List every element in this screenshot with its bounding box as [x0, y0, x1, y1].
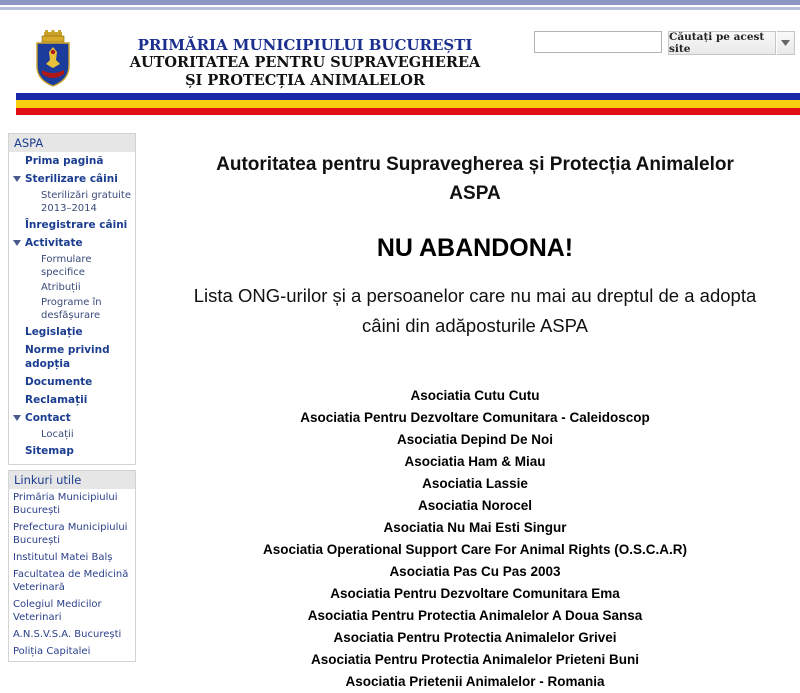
sidebar-item-activitate[interactable]: Activitate [9, 234, 135, 252]
sidebar-item-documente[interactable]: Documente [25, 376, 93, 388]
ngo-item: Asociatia Pentru Dezvoltare Comunitara - Caleidoscop [300, 410, 650, 425]
site-title-line2: AUTORITATEA PENTRU SUPRAVEGHEREA [129, 54, 481, 71]
banner-red-stripe [16, 108, 800, 115]
ngo-item: Asociatia Pentru Dezvoltare Comunitara Ema [330, 586, 620, 601]
ngo-item: Asociatia Nu Mai Esti Singur [383, 520, 567, 535]
sidebar-item-inregistrare[interactable]: Înregistrare câini [25, 219, 128, 231]
page-title: Autoritatea pentru Supravegherea și Protecția Animalelor ASPA [216, 154, 734, 204]
search-input[interactable] [534, 31, 662, 53]
sidebar-subitem-atributii[interactable]: Atribuții [41, 282, 81, 293]
sidebar-nav-title[interactable]: ASPA [9, 134, 135, 152]
useful-links-title: Linkuri utile [9, 471, 135, 489]
ngo-item: Asociatia Pas Cu Pas 2003 [389, 564, 561, 579]
sidebar-item-reclamatii[interactable]: Reclamații [25, 394, 88, 406]
subtitle: Lista ONG-urilor și a persoanelor care nu mai au dreptul de a adopta câini din adăposturile ASPA [193, 285, 757, 336]
sidebar-item-sterilizare[interactable]: Sterilizare câini [9, 170, 135, 188]
sidebar-item-norme-adoptie[interactable]: Norme privind adopția [25, 344, 110, 370]
ngo-item: Asociatia Pentru Protectia Animalelor Grivei [333, 630, 617, 645]
ngo-item: Asociatia Pentru Protectia Animalelor Prieteni Buni [310, 652, 640, 667]
search-button[interactable]: Căutați pe acest site [668, 31, 776, 55]
banner-yellow-stripe [16, 100, 800, 108]
chevron-down-icon [781, 40, 790, 46]
ngo-item: Asociatia Cutu Cutu [410, 388, 540, 403]
tricolor-banner [16, 93, 800, 115]
sidebar-subitem-formulare[interactable]: Formulare specifice [41, 254, 92, 278]
site-title-line1: PRIMĂRIA MUNICIPIULUI BUCUREȘTI [137, 36, 473, 54]
ngo-list [140, 385, 800, 693]
useful-link[interactable]: Prefectura Municipiului București [13, 522, 128, 546]
ngo-item: Asociatia Ham & Miau [404, 454, 546, 469]
expand-triangle-icon [13, 240, 21, 246]
sidebar-subitem-programe[interactable]: Programe în desfășurare [41, 297, 102, 321]
useful-link[interactable]: A.N.S.V.S.A. București [13, 629, 122, 640]
ngo-item: Asociatia Norocel [417, 498, 533, 513]
useful-links-box [8, 470, 136, 662]
site-title-line3: ȘI PROTECȚIA ANIMALELOR [185, 72, 425, 89]
main-content [140, 150, 800, 693]
sidebar-nav [8, 133, 136, 465]
banner-blue-stripe [16, 93, 800, 100]
headline: NU ABANDONA! [376, 234, 574, 262]
sidebar-subitem-locatii[interactable]: Locații [41, 429, 74, 440]
ngo-item: Asociatia Lassie [422, 476, 528, 491]
useful-link[interactable]: Institutul Matei Balș [13, 552, 113, 563]
top-decor-bar [0, 0, 800, 12]
useful-link[interactable]: Poliția Capitalei [13, 646, 91, 657]
expand-triangle-icon [13, 176, 21, 182]
expand-triangle-icon [13, 415, 21, 421]
sidebar-item-home[interactable]: Prima pagină [25, 155, 104, 167]
ngo-item: Asociatia Prietenii Animalelor - Romania [345, 674, 605, 689]
useful-link[interactable]: Colegiul Medicilor Veterinari [13, 599, 102, 623]
ngo-item: Asociatia Depind De Noi [396, 432, 554, 447]
sidebar-item-contact[interactable]: Contact [9, 409, 135, 427]
sidebar-item-sitemap[interactable]: Sitemap [25, 445, 74, 457]
useful-link[interactable]: Primăria Municipiului București [13, 492, 118, 516]
search-scope-dropdown[interactable] [777, 31, 795, 55]
site-title[interactable] [120, 36, 490, 90]
ngo-item: Asociatia Pentru Protectia Animalelor A Doua Sansa [307, 608, 643, 623]
bucharest-coat-of-arms-icon[interactable] [34, 30, 72, 88]
sidebar-subitem-sterilizari-gratuite[interactable]: Sterilizări gratuite 2013–2014 [41, 190, 132, 214]
useful-link[interactable]: Facultatea de Medicină Veterinară [13, 569, 129, 593]
ngo-item: Asociatia Operational Support Care For Animal Rights (O.S.C.A.R) [262, 542, 688, 557]
sidebar-item-legislatie[interactable]: Legislație [25, 326, 83, 338]
